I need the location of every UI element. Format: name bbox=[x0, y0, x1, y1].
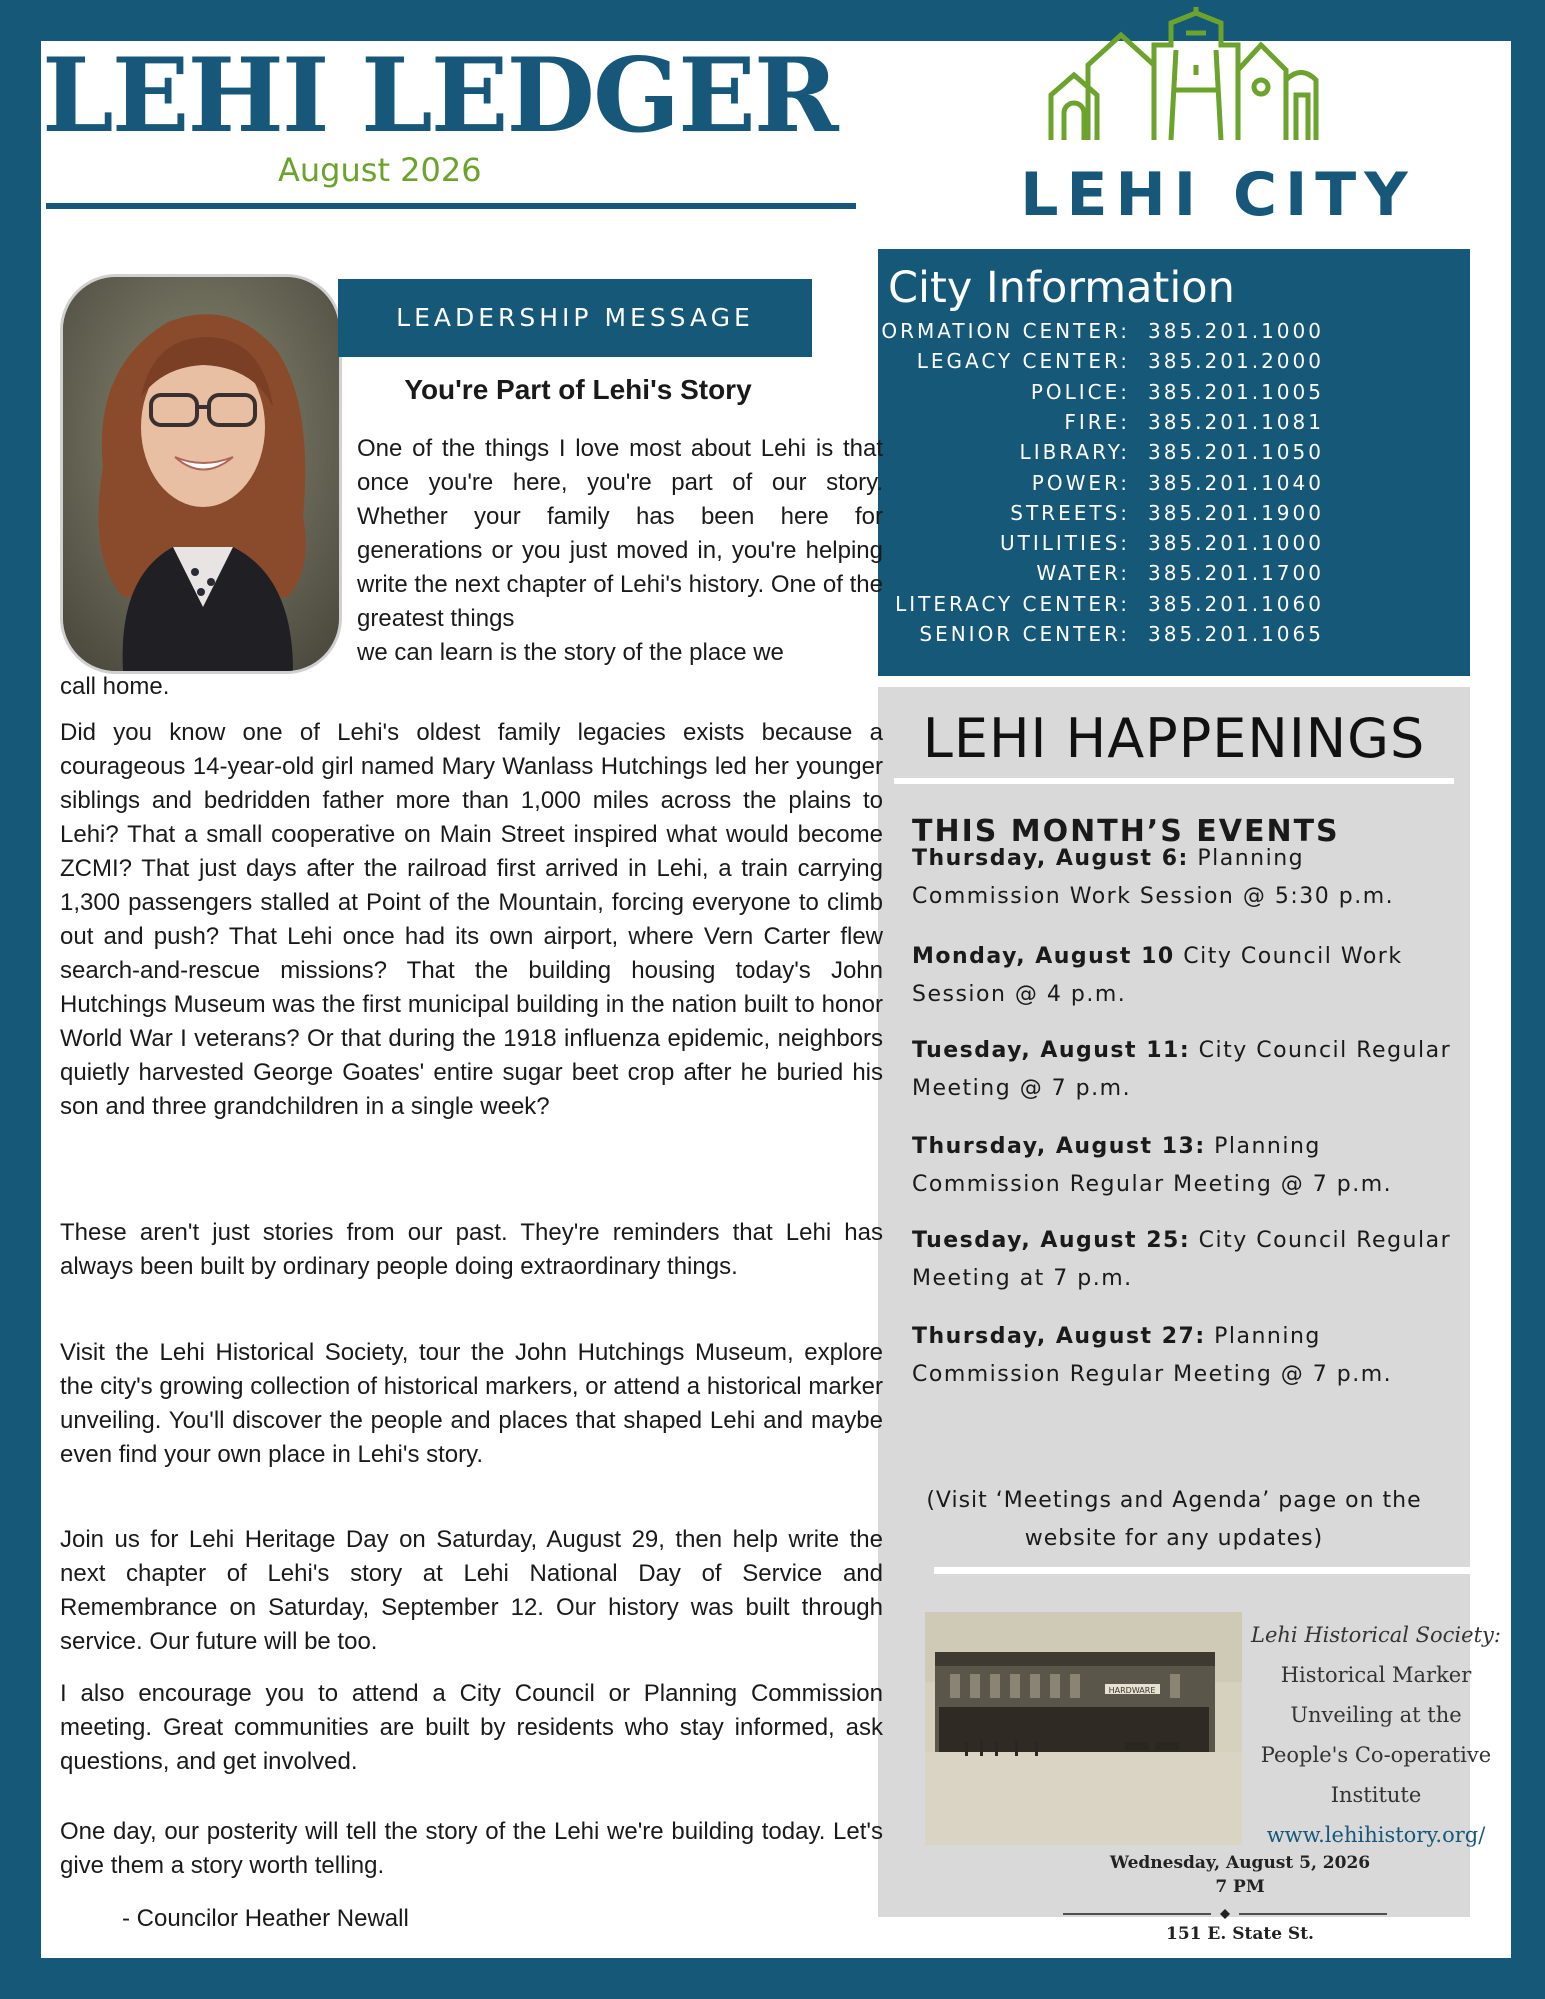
city-logo-text: LEHI CITY bbox=[1020, 160, 1416, 230]
info-row bbox=[878, 410, 1470, 440]
happenings-divider bbox=[894, 778, 1454, 784]
masthead-title: LEHI LEDGER bbox=[42, 36, 837, 156]
info-phone[interactable]: 385.201.1700 bbox=[1148, 561, 1324, 586]
info-label: LEGACY CENTER: bbox=[916, 349, 1130, 374]
info-label: POLICE: bbox=[1030, 379, 1130, 404]
article-paragraph: Did you know one of Lehi's oldest family legacies exists because a courageous 14-year-old girl named Mary Wanlass Hutchings led her younger siblings and bedridden father more than 1,000 miles across the plains to Lehi? That a small cooperative on Main Street inspired what would become ZCMI? That just days after the railroad first arrived in Lehi, a train carrying 1,300 passengers stalled at Point of the Mountain, forcing everyone to climb out and push? That Lehi once had its own airport, where Vern Carter flew search-and-rescue missions? That the building housing today's John Hutchings Museum was the first municipal building in the nation built to honor World War I veterans? Or that during the 1918 influenza epidemic, neighbors quietly harvested George Goates' entire sugar beet crop after he buried his son and three grandchildren in a single week? bbox=[60, 719, 883, 1120]
info-phone[interactable]: 385.201.1900 bbox=[1148, 500, 1324, 525]
info-row bbox=[878, 380, 1470, 410]
info-phone[interactable]: 385.201.1005 bbox=[1148, 379, 1324, 404]
info-phone[interactable]: 385.201.1000 bbox=[1148, 531, 1324, 556]
historical-society-link[interactable]: www.lehihistory.org/ bbox=[1266, 1823, 1486, 1847]
notice-line-3: People's Co-operative bbox=[1260, 1743, 1492, 1767]
issue-date: August 2026 bbox=[278, 151, 482, 189]
info-row bbox=[878, 501, 1470, 531]
happenings-title: LEHI HAPPENINGS bbox=[922, 707, 1426, 770]
info-label: FIRE: bbox=[1064, 409, 1130, 434]
event-item bbox=[912, 1032, 1457, 1108]
info-row bbox=[878, 471, 1470, 501]
event-date: Tuesday, August 25: bbox=[912, 1228, 1191, 1254]
info-label: INFORMATION CENTER: bbox=[840, 319, 1130, 343]
info-row bbox=[878, 622, 1470, 652]
info-phone[interactable]: 385.201.1060 bbox=[1148, 591, 1324, 616]
event-description: City Council Regular Meeting at 7 p.m. bbox=[912, 1228, 1452, 1292]
article-intro: One of the things I love most about Lehi is that once you're here, you're part of our story. Whether your family has been here for generations or you just moved in, you're helping write the next chapter of Lehi's history. One of the greatest things bbox=[357, 435, 883, 632]
event-date: Monday, August 10 bbox=[912, 943, 1175, 969]
event-description: City Council Regular Meeting @ 7 p.m. bbox=[912, 1038, 1452, 1102]
events-divider bbox=[934, 1567, 1494, 1574]
info-row bbox=[878, 561, 1470, 591]
unveiling-address: 151 E. State St. bbox=[1166, 1924, 1314, 1944]
masthead-divider bbox=[46, 203, 856, 209]
info-phone[interactable]: 385.201.1065 bbox=[1148, 622, 1324, 646]
info-row bbox=[878, 349, 1470, 379]
info-row bbox=[878, 440, 1470, 470]
notice-line-4: Institute bbox=[1330, 1783, 1422, 1807]
info-label: LIBRARY: bbox=[1019, 440, 1130, 465]
event-item bbox=[912, 1318, 1457, 1394]
info-row bbox=[878, 531, 1470, 561]
info-phone[interactable]: 385.201.1000 bbox=[1148, 319, 1324, 343]
leadership-banner-text: LEADERSHIP MESSAGE bbox=[396, 303, 754, 332]
article-headline: You're Part of Lehi's Story bbox=[404, 374, 752, 405]
events-heading: THIS MONTH’S EVENTS bbox=[912, 814, 1340, 849]
event-item bbox=[912, 840, 1457, 916]
photo-sign-text: HARDWARE bbox=[1108, 1686, 1156, 1695]
city-skyline-icon bbox=[1046, 5, 1336, 140]
historical-society-title: Lehi Historical Society: bbox=[1251, 1623, 1501, 1647]
historical-building-photo bbox=[925, 1612, 1242, 1845]
info-label: POWER: bbox=[1031, 470, 1130, 495]
event-date: Thursday, August 27: bbox=[912, 1324, 1206, 1350]
unveiling-date: Wednesday, August 5, 2026 bbox=[1109, 1853, 1371, 1873]
article-paragraph: These aren't just stories from our past. They're reminders that Lehi has always been built by ordinary people doing extraordinary things. bbox=[60, 1219, 883, 1280]
info-label: SENIOR CENTER: bbox=[919, 622, 1130, 646]
event-description: Planning Commission Regular Meeting @ 7 p.m. bbox=[912, 1324, 1393, 1388]
notice-line-1: Historical Marker bbox=[1280, 1663, 1472, 1687]
info-phone[interactable]: 385.201.1081 bbox=[1148, 409, 1324, 434]
article-intro-tail: call home. bbox=[60, 673, 170, 700]
article-paragraph: Visit the Lehi Historical Society, tour the John Hutchings Museum, explore the city's growing collection of historical markers, or attend a historical marker unveiling. You'll discover the people and places that shaped Lehi and maybe even find your own place in Lehi's story. bbox=[60, 1339, 883, 1468]
historical-society-notice bbox=[1250, 1615, 1502, 1855]
signature: - Councilor Heather Newall bbox=[122, 1905, 409, 1932]
event-item bbox=[912, 1128, 1457, 1204]
notice-line-2: Unveiling at the bbox=[1290, 1703, 1462, 1727]
event-description: Planning Commission Regular Meeting @ 7 p.m. bbox=[912, 1134, 1393, 1198]
unveiling-time: 7 PM bbox=[1215, 1877, 1265, 1897]
event-description: City Council Work Session @ 4 p.m. bbox=[912, 943, 1403, 1007]
info-label: STREETS: bbox=[1010, 500, 1130, 525]
ornamental-divider bbox=[1063, 1908, 1387, 1920]
event-date: Thursday, August 6: bbox=[912, 846, 1189, 872]
events-note: (Visit ‘Meetings and Agenda’ page on the website for any updates) bbox=[926, 1488, 1422, 1551]
info-phone[interactable]: 385.201.1050 bbox=[1148, 440, 1324, 465]
article-paragraph: I also encourage you to attend a City Council or Planning Commission meeting. Great communities are built by residents who stay informed, ask questions, and get involved. bbox=[60, 1680, 883, 1775]
leadership-banner bbox=[338, 279, 812, 357]
councilor-portrait bbox=[60, 274, 342, 674]
article-paragraph: One day, our posterity will tell the story of the Lehi we're building today. Let's give them a story worth telling. bbox=[60, 1818, 883, 1879]
event-item bbox=[912, 938, 1457, 1014]
event-date: Tuesday, August 11: bbox=[912, 1038, 1191, 1064]
info-label: UTILITIES: bbox=[1000, 531, 1130, 556]
event-item bbox=[912, 1222, 1457, 1298]
info-label: WATER: bbox=[1036, 561, 1130, 586]
info-label: LITERACY CENTER: bbox=[895, 591, 1130, 616]
info-phone[interactable]: 385.201.2000 bbox=[1148, 349, 1324, 374]
event-description: Planning Commission Work Session @ 5:30 p.m. bbox=[912, 846, 1395, 910]
info-phone[interactable]: 385.201.1040 bbox=[1148, 470, 1324, 495]
article-intro-last-line: we can learn is the story of the place we bbox=[357, 639, 784, 666]
info-row bbox=[840, 319, 1470, 349]
article-paragraph: Join us for Lehi Heritage Day on Saturday, August 29, then help write the next chapter of Lehi's story at Lehi National Day of Service and Remembrance on Saturday, September 12. Our history was built through service. Our future will be too. bbox=[60, 1526, 883, 1655]
event-date: Thursday, August 13: bbox=[912, 1134, 1206, 1160]
city-info-title: City Information bbox=[888, 263, 1235, 313]
city-info-panel bbox=[840, 249, 1470, 676]
info-row bbox=[878, 592, 1470, 622]
